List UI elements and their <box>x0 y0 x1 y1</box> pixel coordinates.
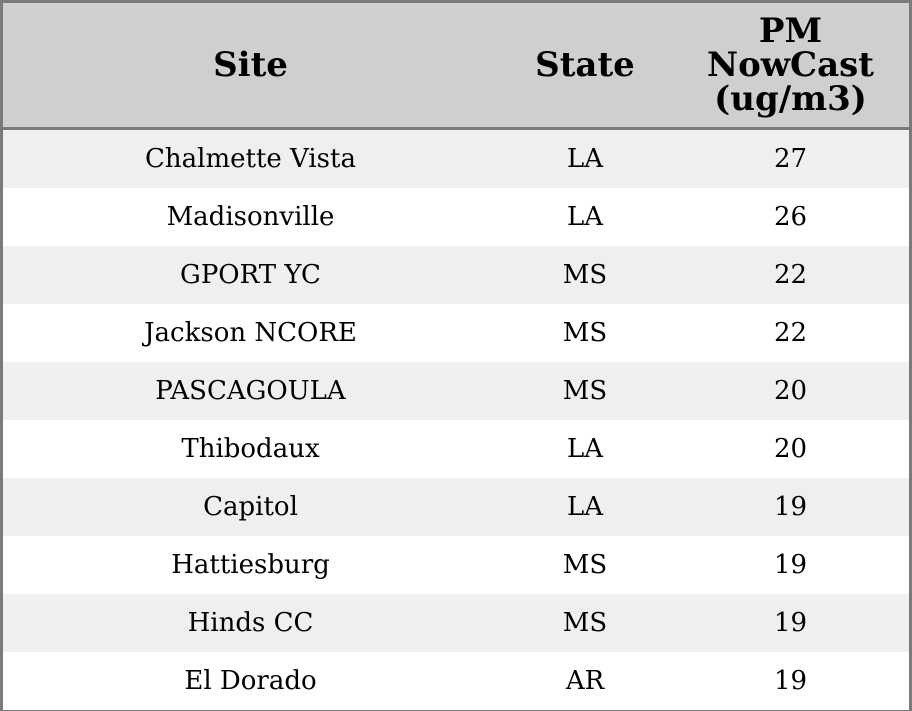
pm-value-cell: 26 <box>672 188 909 246</box>
table-row <box>3 129 909 189</box>
pm-value-cell: 19 <box>672 536 909 594</box>
pm-value-cell: 20 <box>672 420 909 478</box>
header-site-line: Site <box>213 45 288 85</box>
table-row <box>3 536 909 594</box>
state-cell: MS <box>498 246 672 304</box>
header-state <box>498 3 672 129</box>
header-pm-line-1: PM <box>758 11 823 51</box>
state-cell: MS <box>498 304 672 362</box>
pm-value-cell: 19 <box>672 478 909 536</box>
state-cell: MS <box>498 362 672 420</box>
site-cell: Chalmette Vista <box>3 129 498 189</box>
header-pm-line-2: NowCast <box>707 45 874 85</box>
state-cell: LA <box>498 478 672 536</box>
header-site <box>3 3 498 129</box>
table-row <box>3 188 909 246</box>
site-cell: PASCAGOULA <box>3 362 498 420</box>
header-row <box>3 3 909 129</box>
table-row <box>3 652 909 710</box>
state-cell: LA <box>498 420 672 478</box>
site-cell: Madisonville <box>3 188 498 246</box>
header-pm-nowcast <box>672 3 909 129</box>
pm-value-cell: 27 <box>672 129 909 189</box>
table-row <box>3 246 909 304</box>
table-row <box>3 478 909 536</box>
site-cell: El Dorado <box>3 652 498 710</box>
pm-value-cell: 19 <box>672 652 909 710</box>
pm-value-cell: 19 <box>672 594 909 652</box>
table-row <box>3 304 909 362</box>
site-cell: Hinds CC <box>3 594 498 652</box>
table-row <box>3 362 909 420</box>
state-cell: MS <box>498 594 672 652</box>
site-cell: Hattiesburg <box>3 536 498 594</box>
table-body <box>3 129 909 711</box>
state-cell: AR <box>498 652 672 710</box>
site-cell: Capitol <box>3 478 498 536</box>
header-pm-line-3: (ug/m3) <box>714 79 867 119</box>
site-cell: Jackson NCORE <box>3 304 498 362</box>
pm-value-cell: 22 <box>672 246 909 304</box>
pm-nowcast-table <box>3 3 909 710</box>
header-state-line: State <box>535 45 635 85</box>
state-cell: LA <box>498 188 672 246</box>
table-row <box>3 594 909 652</box>
state-cell: MS <box>498 536 672 594</box>
table-row <box>3 420 909 478</box>
pm-value-cell: 22 <box>672 304 909 362</box>
state-cell: LA <box>498 129 672 189</box>
table-header <box>3 3 909 129</box>
site-cell: GPORT YC <box>3 246 498 304</box>
pm-value-cell: 20 <box>672 362 909 420</box>
site-cell: Thibodaux <box>3 420 498 478</box>
